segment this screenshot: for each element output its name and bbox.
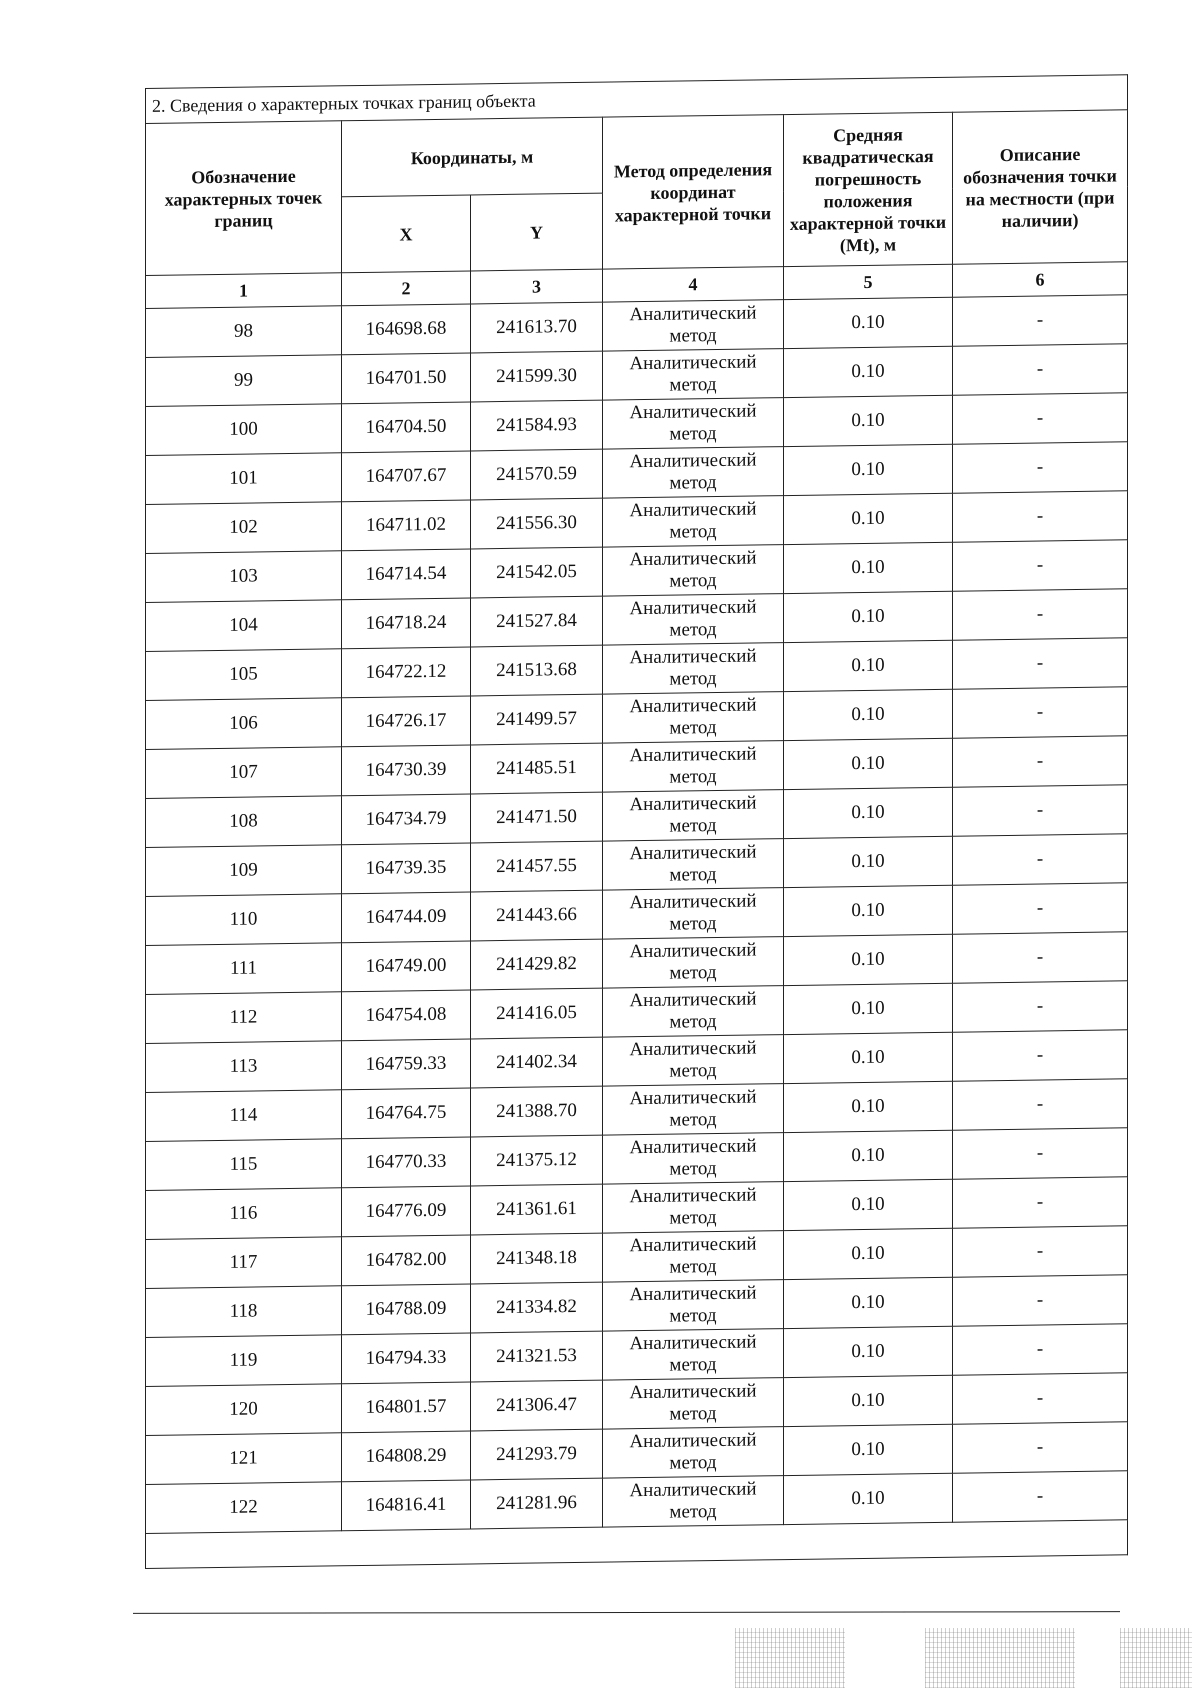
- method-line: Аналитический: [629, 1331, 757, 1355]
- method-cell: [603, 692, 784, 744]
- error-value: 0.10: [784, 346, 953, 397]
- method-line: метод: [669, 668, 717, 690]
- section-title: 2. Сведения о характерных точках границ объекта: [146, 75, 1128, 124]
- description-value: -: [953, 1226, 1128, 1277]
- method-line: метод: [669, 1256, 717, 1278]
- coord-x: 164801.57: [342, 1382, 471, 1433]
- description-value: -: [953, 785, 1128, 836]
- coord-y: 241613.70: [471, 302, 603, 353]
- coord-x: 164707.67: [342, 451, 471, 502]
- method-cell: [603, 888, 784, 940]
- method-cell: [603, 300, 784, 352]
- scan-noise: [925, 1628, 1075, 1688]
- boundary-points-table: [145, 74, 1128, 1569]
- header-y: Y: [471, 193, 603, 271]
- method-cell: [603, 937, 784, 989]
- error-value: 0.10: [784, 934, 953, 985]
- method-line: метод: [669, 1354, 717, 1376]
- point-id: 102: [146, 502, 342, 554]
- coord-y: 241443.66: [471, 890, 603, 941]
- header-description: Описание обозначения точки на местности (при наличии): [953, 110, 1128, 264]
- description-value: -: [953, 1471, 1128, 1522]
- description-value: -: [953, 1422, 1128, 1473]
- method-cell: [603, 349, 784, 401]
- coord-y: 241348.18: [471, 1233, 603, 1284]
- point-id: 117: [146, 1237, 342, 1289]
- method-cell: [603, 1231, 784, 1283]
- method-line: метод: [669, 1305, 717, 1327]
- coord-y: 241542.05: [471, 547, 603, 598]
- scan-noise: [1120, 1628, 1192, 1688]
- method-line: метод: [669, 472, 717, 494]
- column-number: 6: [953, 262, 1128, 297]
- method-cell: [603, 1035, 784, 1087]
- point-id: 107: [146, 747, 342, 799]
- coord-y: 241402.34: [471, 1037, 603, 1088]
- method-line: метод: [669, 913, 717, 935]
- error-value: 0.10: [784, 1130, 953, 1181]
- coord-y: 241334.82: [471, 1282, 603, 1333]
- method-line: Аналитический: [629, 743, 757, 767]
- description-value: -: [953, 638, 1128, 689]
- point-id: 115: [146, 1139, 342, 1191]
- method-line: Аналитический: [629, 1037, 757, 1061]
- method-line: Аналитический: [629, 1429, 757, 1453]
- point-id: 104: [146, 600, 342, 652]
- coord-x: 164701.50: [342, 353, 471, 404]
- coord-y: 241321.53: [471, 1331, 603, 1382]
- method-line: Аналитический: [629, 1135, 757, 1159]
- method-line: Аналитический: [629, 1282, 757, 1306]
- column-number: 2: [342, 271, 471, 306]
- column-number: 5: [784, 264, 953, 299]
- point-id: 112: [146, 992, 342, 1044]
- coord-x: 164788.09: [342, 1284, 471, 1335]
- error-value: 0.10: [784, 1228, 953, 1279]
- coord-x: 164739.35: [342, 843, 471, 894]
- method-line: Аналитический: [629, 939, 757, 963]
- point-id: 103: [146, 551, 342, 603]
- method-cell: [603, 1084, 784, 1136]
- method-cell: [603, 1133, 784, 1185]
- coord-x: 164726.17: [342, 696, 471, 747]
- method-line: Аналитический: [629, 1233, 757, 1257]
- method-line: метод: [669, 1403, 717, 1425]
- coord-y: 241361.61: [471, 1184, 603, 1235]
- point-id: 122: [146, 1482, 342, 1534]
- header-error: Средняя квадратическая погрешность положения характерной точки (Mt), м: [784, 112, 953, 266]
- error-value: 0.10: [784, 297, 953, 348]
- coord-x: 164776.09: [342, 1186, 471, 1237]
- error-value: 0.10: [784, 542, 953, 593]
- coord-x: 164718.24: [342, 598, 471, 649]
- coord-x: 164730.39: [342, 745, 471, 796]
- point-id: 106: [146, 698, 342, 750]
- description-value: -: [953, 1128, 1128, 1179]
- method-line: Аналитический: [629, 596, 757, 620]
- method-line: метод: [669, 717, 717, 739]
- point-id: 118: [146, 1286, 342, 1338]
- method-line: метод: [669, 325, 717, 347]
- coord-y: 241293.79: [471, 1429, 603, 1480]
- coord-x: 164711.02: [342, 500, 471, 551]
- coord-y: 241388.70: [471, 1086, 603, 1137]
- error-value: 0.10: [784, 836, 953, 887]
- coord-y: 241306.47: [471, 1380, 603, 1431]
- method-line: метод: [669, 864, 717, 886]
- coord-x: 164734.79: [342, 794, 471, 845]
- point-id: 109: [146, 845, 342, 897]
- error-value: 0.10: [784, 1179, 953, 1230]
- column-number: 4: [603, 267, 784, 303]
- coord-y: 241281.96: [471, 1478, 603, 1529]
- footer-divider: [133, 1611, 1120, 1614]
- coord-x: 164698.68: [342, 304, 471, 355]
- header-coordinates: Координаты, м: [342, 117, 603, 197]
- error-value: 0.10: [784, 1081, 953, 1132]
- method-line: Аналитический: [629, 1086, 757, 1110]
- point-id: 98: [146, 306, 342, 358]
- method-cell: [603, 447, 784, 499]
- method-line: Аналитический: [629, 841, 757, 865]
- method-cell: [603, 1280, 784, 1332]
- coord-x: 164770.33: [342, 1137, 471, 1188]
- method-line: метод: [669, 423, 717, 445]
- method-cell: [603, 545, 784, 597]
- method-line: Аналитический: [629, 302, 757, 326]
- description-value: -: [953, 883, 1128, 934]
- description-value: -: [953, 1275, 1128, 1326]
- point-id: 100: [146, 404, 342, 456]
- description-value: -: [953, 687, 1128, 738]
- table-body: [146, 295, 1128, 1485]
- error-value: 0.10: [784, 444, 953, 495]
- point-id: 113: [146, 1041, 342, 1093]
- method-line: Аналитический: [629, 645, 757, 669]
- method-line: метод: [669, 374, 717, 396]
- description-value: -: [953, 981, 1128, 1032]
- coord-x: 164816.41: [342, 1480, 471, 1531]
- point-id: 99: [146, 355, 342, 407]
- method-line: метод: [669, 1109, 717, 1131]
- description-value: -: [953, 1079, 1128, 1130]
- header-x: X: [342, 195, 471, 273]
- method-line: метод: [669, 1501, 717, 1523]
- method-cell: [603, 643, 784, 695]
- method-line: Аналитический: [629, 547, 757, 571]
- method-line: метод: [669, 570, 717, 592]
- description-value: -: [953, 589, 1128, 640]
- error-value: 0.10: [784, 1424, 953, 1475]
- method-line: Аналитический: [629, 792, 757, 816]
- description-value: -: [953, 540, 1128, 591]
- method-line: метод: [669, 1060, 717, 1082]
- coord-y: 241429.82: [471, 939, 603, 990]
- method-line: метод: [669, 962, 717, 984]
- column-number: 1: [146, 273, 342, 309]
- coord-y: 241471.50: [471, 792, 603, 843]
- method-cell: [603, 1329, 784, 1381]
- point-id: 105: [146, 649, 342, 701]
- method-cell: [603, 398, 784, 450]
- point-id: 101: [146, 453, 342, 505]
- error-value: 0.10: [784, 885, 953, 936]
- method-cell: [603, 839, 784, 891]
- coord-y: 241499.57: [471, 694, 603, 745]
- point-id: 121: [146, 1433, 342, 1485]
- method-line: Аналитический: [629, 1184, 757, 1208]
- error-value: 0.10: [784, 983, 953, 1034]
- description-value: -: [953, 1177, 1128, 1228]
- error-value: 0.10: [784, 493, 953, 544]
- method-line: Аналитический: [629, 351, 757, 375]
- description-value: -: [953, 932, 1128, 983]
- method-line: Аналитический: [629, 400, 757, 424]
- method-cell: [603, 1427, 784, 1479]
- method-cell: [603, 1378, 784, 1430]
- method-line: Аналитический: [629, 1380, 757, 1404]
- method-line: Аналитический: [629, 1478, 757, 1502]
- coord-y: 241599.30: [471, 351, 603, 402]
- method-line: Аналитический: [629, 449, 757, 473]
- method-cell: [603, 741, 784, 793]
- coord-y: 241513.68: [471, 645, 603, 696]
- description-value: -: [953, 442, 1128, 493]
- description-value: -: [953, 491, 1128, 542]
- point-id: 108: [146, 796, 342, 848]
- coord-x: 164722.12: [342, 647, 471, 698]
- error-value: 0.10: [784, 591, 953, 642]
- method-line: Аналитический: [629, 988, 757, 1012]
- error-value: 0.10: [784, 689, 953, 740]
- error-value: 0.10: [784, 787, 953, 838]
- description-value: -: [953, 1324, 1128, 1375]
- coord-x: 164749.00: [342, 941, 471, 992]
- coord-x: 164744.09: [342, 892, 471, 943]
- method-line: метод: [669, 1158, 717, 1180]
- scan-noise: [735, 1628, 845, 1688]
- method-line: метод: [669, 619, 717, 641]
- coord-x: 164808.29: [342, 1431, 471, 1482]
- error-value: 0.10: [784, 1032, 953, 1083]
- method-cell: [603, 986, 784, 1038]
- error-value: 0.10: [784, 395, 953, 446]
- method-line: Аналитический: [629, 890, 757, 914]
- point-id: 114: [146, 1090, 342, 1142]
- header-designation: Обозначение характерных точек границ: [146, 121, 342, 276]
- method-line: метод: [669, 1452, 717, 1474]
- description-value: -: [953, 736, 1128, 787]
- coord-x: 164714.54: [342, 549, 471, 600]
- error-value: 0.10: [784, 1277, 953, 1328]
- error-value: 0.10: [784, 1473, 953, 1524]
- method-cell: [603, 1182, 784, 1234]
- coord-x: 164754.08: [342, 990, 471, 1041]
- coord-y: 241570.59: [471, 449, 603, 500]
- point-id: 120: [146, 1384, 342, 1436]
- point-id: 119: [146, 1335, 342, 1387]
- header-method: Метод определения координат характерной точки: [603, 115, 784, 270]
- coord-y: 241485.51: [471, 743, 603, 794]
- method-cell: [603, 790, 784, 842]
- coord-x: 164759.33: [342, 1039, 471, 1090]
- point-id: 116: [146, 1188, 342, 1240]
- description-value: -: [953, 1030, 1128, 1081]
- coord-x: 164704.50: [342, 402, 471, 453]
- description-value: -: [953, 295, 1128, 346]
- method-line: метод: [669, 1011, 717, 1033]
- coord-x: 164782.00: [342, 1235, 471, 1286]
- coord-x: 164794.33: [342, 1333, 471, 1384]
- error-value: 0.10: [784, 738, 953, 789]
- point-id: 110: [146, 894, 342, 946]
- description-value: -: [953, 393, 1128, 444]
- column-number: 3: [471, 269, 603, 304]
- coord-x: 164764.75: [342, 1088, 471, 1139]
- method-cell: [603, 594, 784, 646]
- coord-y: 241375.12: [471, 1135, 603, 1186]
- method-cell: [603, 496, 784, 548]
- method-line: метод: [669, 1207, 717, 1229]
- method-line: метод: [669, 521, 717, 543]
- coord-y: 241527.84: [471, 596, 603, 647]
- method-line: Аналитический: [629, 694, 757, 718]
- coord-y: 241556.30: [471, 498, 603, 549]
- coord-y: 241584.93: [471, 400, 603, 451]
- error-value: 0.10: [784, 1326, 953, 1377]
- method-line: метод: [669, 766, 717, 788]
- error-value: 0.10: [784, 1375, 953, 1426]
- description-value: -: [953, 834, 1128, 885]
- error-value: 0.10: [784, 640, 953, 691]
- method-line: Аналитический: [629, 498, 757, 522]
- description-value: -: [953, 344, 1128, 395]
- method-cell: [603, 1476, 784, 1528]
- point-id: 111: [146, 943, 342, 995]
- coord-y: 241416.05: [471, 988, 603, 1039]
- method-line: метод: [669, 815, 717, 837]
- coord-y: 241457.55: [471, 841, 603, 892]
- description-value: -: [953, 1373, 1128, 1424]
